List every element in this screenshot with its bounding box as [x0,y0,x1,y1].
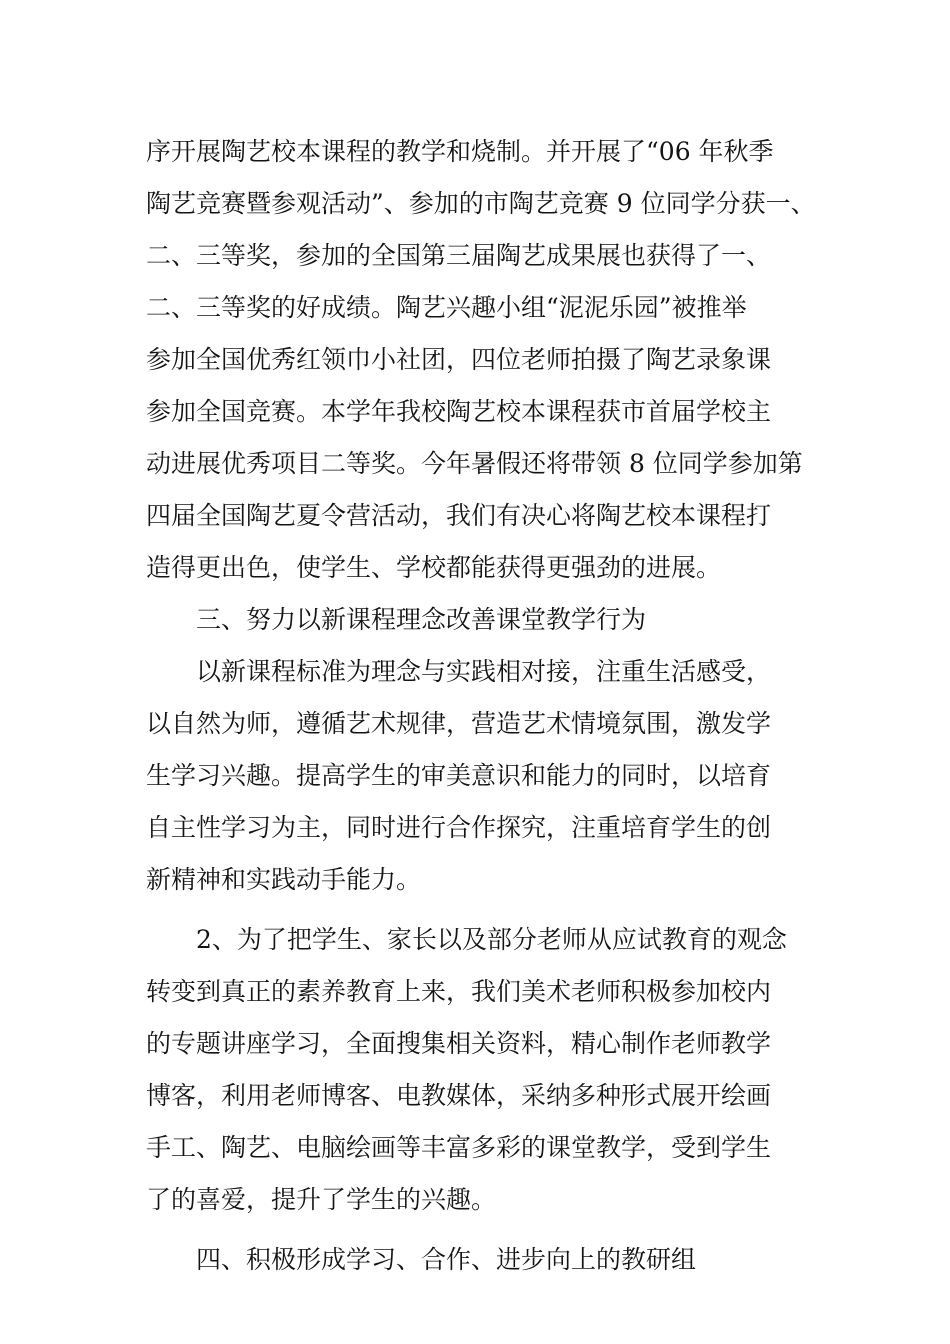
paragraph-line: 二、三等奖，参加的全国第三届陶艺成果展也获得了一、 [146,241,772,270]
section-heading: 三、努力以新课程理念改善课堂教学行为 [196,605,647,634]
paragraph-line: 博客，利用老师博客、电教媒体，采纳多种形式展开绘画 [146,1081,772,1110]
paragraph-line: 了的喜爱，提升了学生的兴趣。 [146,1185,497,1214]
paragraph-line: 以自然为师，遵循艺术规律，营造艺术情境氛围，激发学 [146,709,772,738]
paragraph-line: 参加全国竞赛。本学年我校陶艺校本课程获市首届学校主 [146,397,772,426]
paragraph-line: 动进展优秀项目二等奖。今年暑假还将带领 8 位同学参加第 [146,449,803,478]
document-body [146,126,816,1286]
paragraph-spacer [146,906,816,914]
paragraph-line: 造得更出色，使学生、学校都能获得更强劲的进展。 [146,553,722,582]
paragraph-line: 四届全国陶艺夏令营活动，我们有决心将陶艺校本课程打 [146,501,772,530]
paragraph-line: 2、为了把学生、家长以及部分老师从应试教育的观念 [196,925,787,954]
paragraph-line: 手工、陶艺、电脑绘画等丰富多彩的课堂教学，受到学生 [146,1133,772,1162]
paragraph-line: 转变到真正的素养教育上来，我们美术老师积极参加校内 [146,977,772,1006]
paragraph-line: 生学习兴趣。提高学生的审美意识和能力的同时，以培育 [146,761,772,790]
paragraph-line: 二、三等奖的好成绩。陶艺兴趣小组“泥泥乐园”被推举 [146,293,747,322]
paragraph-line: 序开展陶艺校本课程的教学和烧制。并开展了“06 年秋季 [146,137,774,166]
paragraph-line: 自主性学习为主，同时进行合作探究，注重培育学生的创 [146,813,772,842]
paragraph-line: 参加全国优秀红领巾小社团，四位老师拍摄了陶艺录象课 [146,345,772,374]
paragraph-line: 陶艺竞赛暨参观活动”、参加的市陶艺竞赛 9 位同学分获一、 [146,189,816,218]
paragraph-line: 以新课程标准为理念与实践相对接，注重生活感受， [196,657,772,686]
paragraph-line: 新精神和实践动手能力。 [146,865,422,894]
paragraph-spacer [146,1226,816,1234]
section-heading: 四、积极形成学习、合作、进步向上的教研组 [196,1245,697,1274]
paragraph-line: 的专题讲座学习，全面搜集相关资料，精心制作老师教学 [146,1029,772,1058]
